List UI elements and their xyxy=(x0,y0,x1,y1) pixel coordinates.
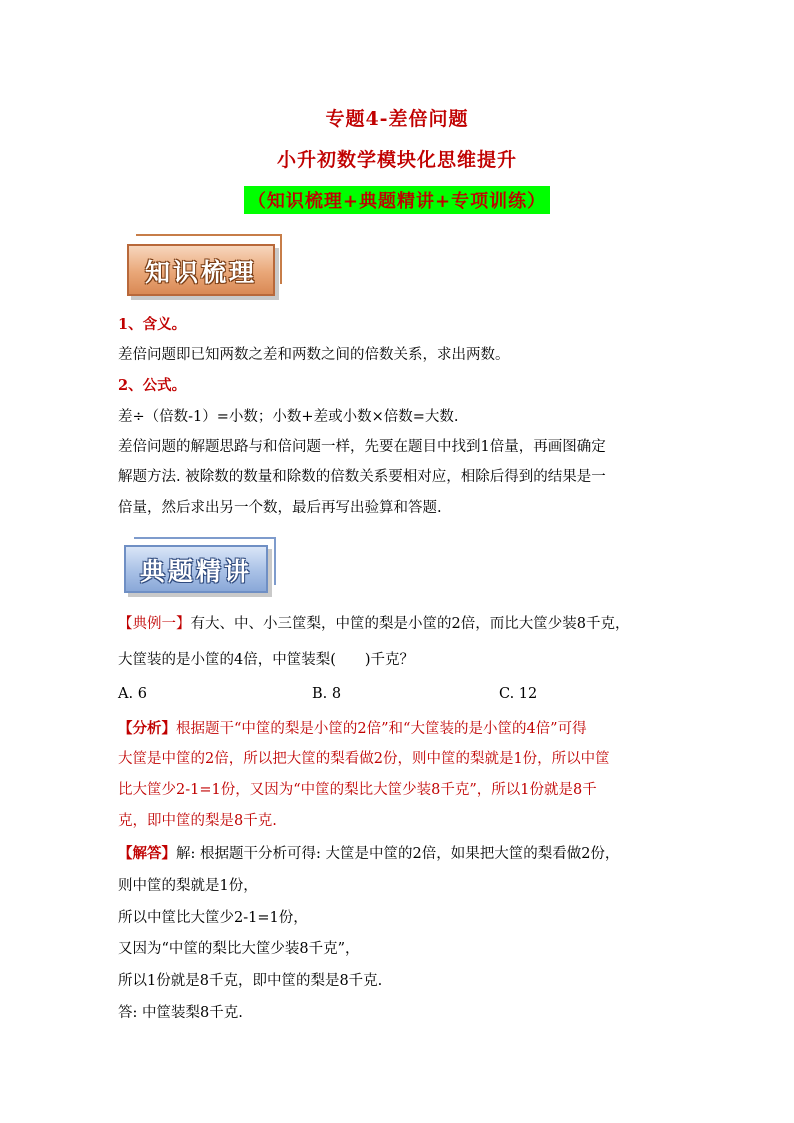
section-banner-label: 知识梳理 xyxy=(144,258,257,287)
analysis-tag: 【分析】 xyxy=(118,720,176,737)
example-question-line-1 xyxy=(118,612,688,633)
analysis-line-1 xyxy=(118,717,688,738)
section1-heading-meaning: 1、含义。 xyxy=(118,316,187,333)
analysis-text: 根据题干“中筐的梨是小筐的2倍”和“大筐装的是小筐的4倍”可得 xyxy=(176,721,587,737)
example-tag: 【典例一】 xyxy=(118,616,191,632)
section1-text-method-1: 差倍问题的解题思路与和倍问题一样，先要在题目中找到1倍量，再画图确定 xyxy=(118,439,606,455)
page-tagline: （知识梳理+典题精讲+专项训练） xyxy=(244,186,550,214)
section-banner-examples xyxy=(124,545,268,593)
example-question-text: 有大、中、小三筐梨，中筐的梨是小筐的2倍，而比大筐少装8千克， xyxy=(190,616,630,632)
solution-line-2: 则中筐的梨就是1份， xyxy=(118,878,258,894)
choice-a: A. 6 xyxy=(118,686,147,702)
analysis-line-3: 比大筐少2-1=1份，又因为“中筐的梨比大筐少装8千克”，所以1份就是8千 xyxy=(118,782,597,798)
solution-line-5: 所以1份就是8千克，即中筐的梨是8千克. xyxy=(118,973,383,989)
section1-heading-formula: 2、公式。 xyxy=(118,377,187,394)
choice-b: B. 8 xyxy=(312,686,342,702)
example-question-line-2: 大筐装的是小筐的4倍，中筐装梨( )千克？ xyxy=(118,652,415,668)
analysis-line-4: 克，即中筐的梨是8千克. xyxy=(118,813,277,829)
solution-text: 解: 根据题干分析可得: 大筐是中筐的2倍，如果把大筐的梨看做2份， xyxy=(176,846,620,862)
solution-line-4: 又因为“中筐的梨比大筐少装8千克”， xyxy=(118,941,360,957)
tagline-wrap xyxy=(0,186,794,214)
section-banner-knowledge xyxy=(127,244,275,296)
page-subtitle: 小升初数学模块化思维提升 xyxy=(276,149,517,171)
choice-c: C. 12 xyxy=(499,686,538,702)
solution-tag: 【解答】 xyxy=(118,845,176,862)
analysis-line-2: 大筐是中筐的2倍，所以把大筐的梨看做2份，则中筐的梨就是1份，所以中筐 xyxy=(118,751,610,767)
section-banner-label: 典题精讲 xyxy=(139,557,252,586)
solution-answer: 答: 中筐装梨8千克. xyxy=(118,1005,243,1021)
section1-text-meaning: 差倍问题即已知两数之差和两数之间的倍数关系，求出两数。 xyxy=(118,347,510,363)
section1-text-method-3: 倍量，然后求出另一个数，最后再写出验算和答题. xyxy=(118,500,442,516)
section1-text-formula: 差÷（倍数-1）=小数；小数+差或小数×倍数=大数. xyxy=(118,409,459,425)
page-title: 专题4-差倍问题 xyxy=(325,108,469,130)
section1-text-method-2: 解题方法. 被除数的数量和除数的倍数关系要相对应，相除后得到的结果是一 xyxy=(118,469,606,485)
solution-line-1 xyxy=(118,842,688,863)
solution-line-3: 所以中筐比大筐少2-1=1份， xyxy=(118,910,308,926)
